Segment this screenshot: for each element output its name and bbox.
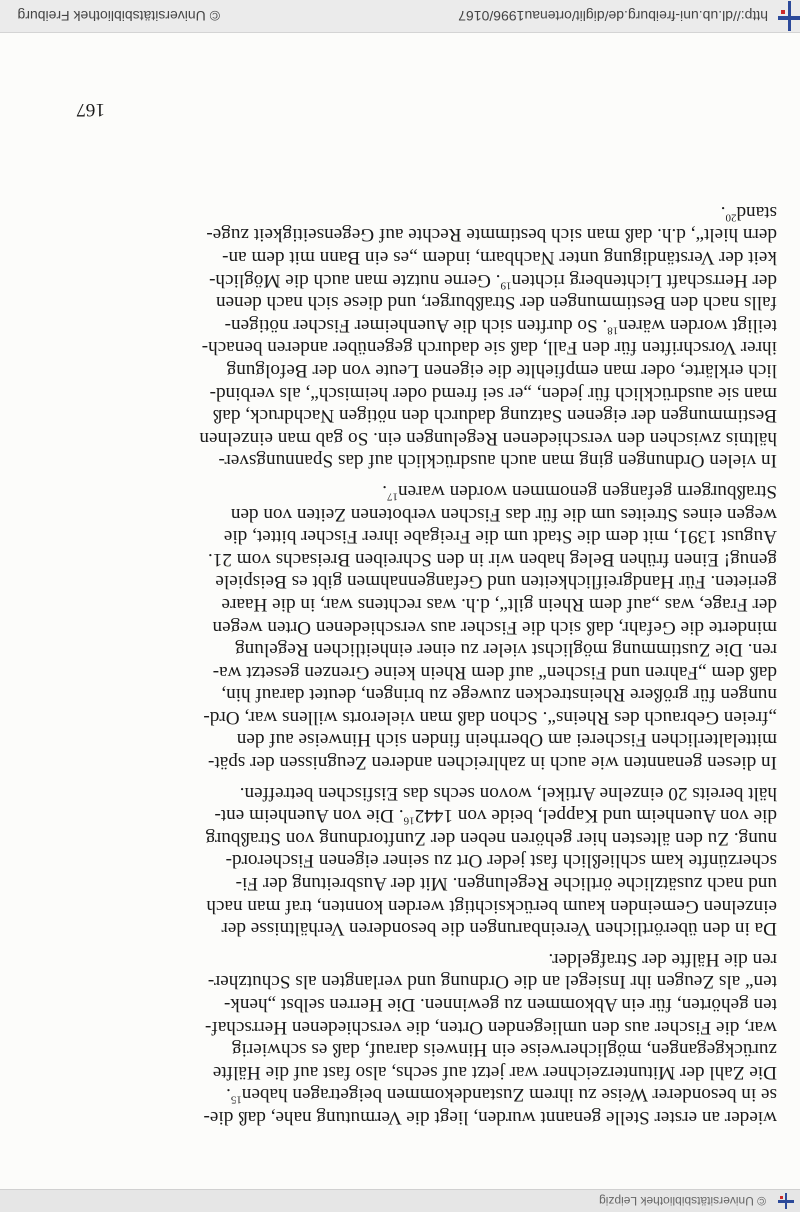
page-number: 167 [76,99,105,120]
footnote-marker: 16 [403,814,415,827]
text-line: se in besonderer Weise zu ihrem Zustandekommen beigetragen haben [241,1084,777,1106]
text-line: ten“ als Zeugen ihr Insiegel an die Ordnung und verlangten als Schutzher- [207,971,777,993]
body-text [1,200,777,1128]
text-line: wegen eines Streites um die für das Fischen verbotenen Zeiten von den [230,503,777,525]
footnote-marker: 17 [387,490,398,503]
text-line: In diesen genannten wie auch in zahlreichen anderen Zeugnissen der spät- [208,752,777,774]
document-url-link[interactable]: http://dl.ub.uni-freiburg.de/diglit/ortenau1996/0167 [458,8,768,24]
viewer-footer [0,0,800,33]
text-line-tail: . Gerne nutzte man auch die Möglich- [209,269,501,291]
text-line: nungen für größere Rheinstrecken zuwege zu bringen, deutet darauf hin, [221,684,777,706]
text-line: Straßburgern gefangen genommen worden waren [398,480,777,502]
text-line: wieder an erster Stelle genannt wurden, liegt die Vermutung nahe, daß die- [203,1107,777,1128]
text-line-tail: . So durften sich die Auenheimer Fischer nötigen- [224,314,608,336]
text-line: falls nach den Bestimmungen der Straßburger, und diese sich nach denen [215,292,777,314]
text-line: einzelnen Gemeinden kaum berücksichtigt werden konnten, traf man nach [206,895,777,917]
library-copyright: © Universitätsbibliothek Leipzig [599,1194,766,1208]
text-line-tail: . [226,1084,231,1106]
text-line: stand [736,201,777,223]
text-line: man sie ausdrücklich für jeden, „er sei fremd oder heimisch“, als verbind- [209,382,777,404]
text-line: mittelalterlichen Fischerei am Oberrhein finden sich Hinweise auf den [236,729,777,751]
text-line: der Herrschaft Lichtenberg richten [511,269,777,291]
text-line-tail: . [720,201,726,223]
text-line: ihrer Vorschriften für den Fall, daß sie dadurch gegenüber anderen benach- [201,337,777,359]
text-line: hältnis zwischen den verschiedenen Regelungen ein. So gab man einzelnen [199,427,777,449]
library-logo-icon [778,1193,794,1209]
footnote-marker: 15 [230,1093,242,1106]
text-line: Bestimmungen der eigenen Satzung dadurch den nötigen Nachdruck, daß [212,405,777,427]
library-logo-icon [778,1,800,31]
text-line: die von Auenheim und Kappel, beide von 1442 [414,805,777,827]
footnote-marker: 18 [607,324,619,337]
text-line: In vielen Ordnungen ging man auch ausdrücklich auf das Spannungsver- [218,450,777,472]
library-copyright: © Universitätsbibliothek Freiburg [17,8,220,24]
text-line: ren die Hälfte der Strafgelder. [548,948,777,970]
text-line: keit der Verständigung unter Nachbarn, indem „es ein Bann mit dem an- [222,247,777,269]
text-line: „freien Gebrauch des Rheins“. Schon daß man vielerorts willens war, Ord- [203,706,777,728]
text-line: minderte die Gefahr, daß sich die Fischer aus verschiedenen Orten wegen [212,616,777,638]
text-line: teiligt worden wären [618,314,777,336]
text-line: genug! Einen frühen Beleg haben wir in den Schreiben Breisachs vom 21. [207,548,777,570]
text-line: August 1391, mit dem die Stadt um die Freigabe ihrer Fischer bittet, die [223,526,777,548]
text-line: zurückgegangen, möglicherweise ein Hinweis darauf, daß es schwierig [231,1039,777,1061]
text-line: nung. Zu den ältesten hier gehören neben der Zunftordnung von Straßburg [205,827,777,849]
text-line: Die Zahl der Mitunterzeichner war jetzt auf sechs, also fast auf die Hälfte [212,1061,777,1083]
text-line: dern hielt“, d.h. daß man sich bestimmte Rechte auf Gegenseitigkeit zuge- [206,224,777,246]
text-line: Da in den überörtlichen Vereinbarungen die besonderen Verhältnisse der [221,918,777,940]
text-line: scherzünfte kam schließlich fast jeder Ort zu seiner eigenen Fischerord- [225,850,777,872]
text-line: daß dem „Fahren und Fischen“ auf dem Rhein keine Grenzen gesetzt wa- [212,661,777,683]
text-line: der Frage, was „auf dem Rhein gilt“, d.h. was rechtens war, in die Haare [221,593,777,615]
text-line: gerieten. Für Handgreiflichkeiten und Gefangennahmen gibt es Beispiele [215,571,777,593]
text-line: ren. Die Zustimmung möglichst vieler zu einer einheitlichen Regelung [235,639,777,661]
text-line: und nach zusätzliche örtliche Regelungen. Mit der Ausbreitung der Fi- [235,873,777,895]
text-line-tail: . [382,480,387,502]
text-line: ten gehörten, für ein Abkommen zu gewinnen. Die Herren selbst „henk- [223,994,777,1016]
text-line: hält bereits 20 einzelne Artikel, wovon sechs das Eisfischen betreffen. [239,782,777,804]
text-line: lich erklärte, oder man empfiehlte die eigenen Leute von der Befolgung [226,360,777,381]
paragraph [1,781,777,939]
text-line: war, die Fischer aus den umliegenden Orten, die verschiedenen Herrschaf- [205,1016,777,1038]
text-line-tail: . Die von Auenheim ent- [214,805,404,827]
footnote-marker: 20 [725,211,737,224]
paragraph [1,947,777,1128]
paragraph [1,200,777,471]
footnote-marker: 19 [500,279,512,292]
paragraph [1,479,777,773]
viewer-header [0,1189,800,1212]
